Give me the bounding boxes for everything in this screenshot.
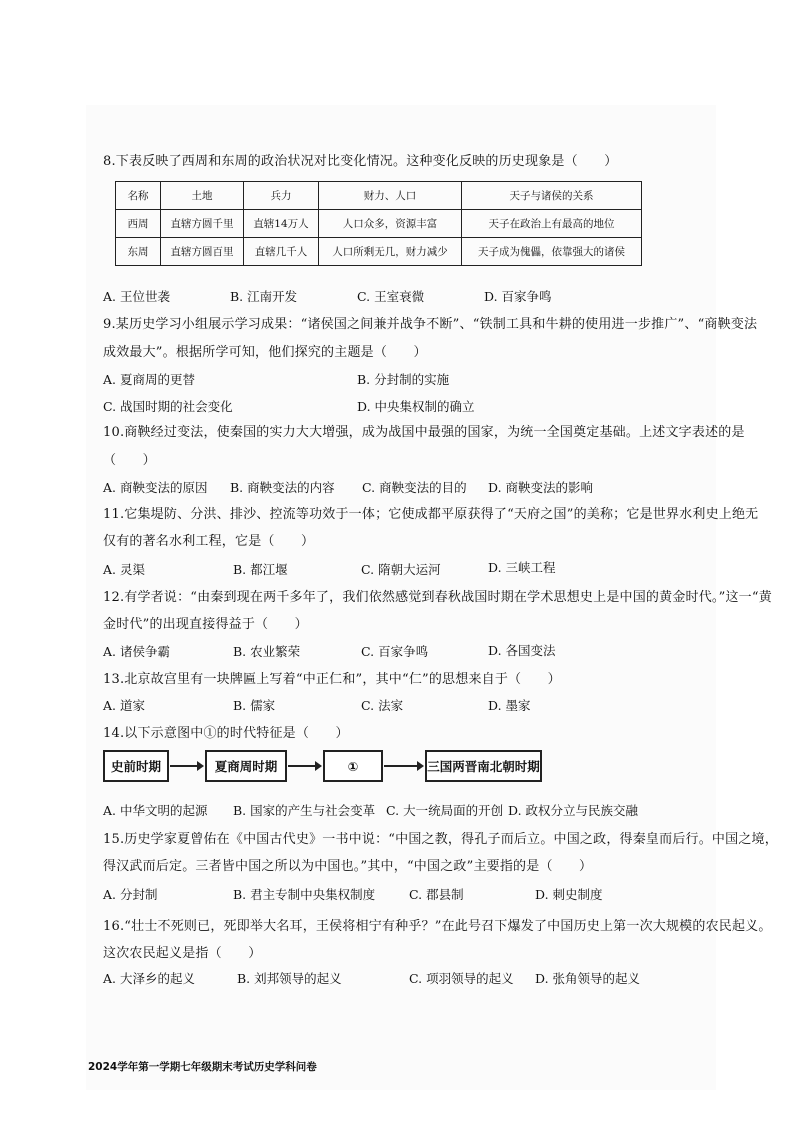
q12-stem-line1: 12.有学者说：“由秦到现在两千多年了，我们依然感觉到春秋战国时期在学术思想史上是中国的黄金时代。”这一“黄: [103, 590, 772, 605]
q10-stem-line2: （ ）: [103, 453, 156, 468]
q16-stem-line1: 16.“壮士不死则已，死即举大名耳，王侯将相宁有种乎？”在此号召下爆发了中国历史上第一次大规模的农民起义。: [103, 919, 772, 934]
table-header: 财力、人口: [319, 182, 462, 210]
q8-stem: 8.下表反映了西周和东周的政治状况对比变化情况。这种变化反映的历史现象是（ ）: [103, 154, 618, 169]
q15-option-a[interactable]: A. 分封制: [103, 887, 158, 902]
table-cell: 直辖方圆百里: [161, 238, 244, 266]
table-row: [116, 238, 642, 266]
q10-stem-line1: 10.商鞅经过变法，使秦国的实力大大增强，成为战国中最强的国家，为统一全国奠定基础。上述文字表述的是: [103, 425, 745, 440]
q13-option-d[interactable]: D. 墨家: [488, 698, 531, 713]
q15-option-b[interactable]: B. 君主专制中央集权制度: [233, 887, 376, 902]
q16-option-a[interactable]: A. 大泽乡的起义: [103, 971, 195, 986]
q8-option-c[interactable]: C. 王室衰微: [357, 289, 425, 304]
q9-option-a[interactable]: A. 夏商周的更替: [103, 372, 195, 387]
exam-footer: 2024学年第一学期七年级期末考试历史学科问卷: [88, 1061, 317, 1073]
q16-option-d[interactable]: D. 张角领导的起义: [535, 971, 641, 986]
table-cell: 直辖方圆千里: [161, 210, 244, 238]
q15-option-c[interactable]: C. 郡县制: [409, 887, 464, 902]
flow-box-three-kingdoms: 三国两晋南北朝时期: [425, 750, 542, 782]
q11-option-b[interactable]: B. 都江堰: [233, 562, 288, 577]
table-cell: 东周: [116, 238, 161, 266]
flow-box-blank: ①: [323, 750, 383, 782]
q15-stem-line1: 15.历史学家夏曾佑在《中国古代史》一书中说：“中国之教，得孔子而后立。中国之政，得秦皇而后行。中国之境，: [103, 832, 778, 847]
q9-option-d[interactable]: D. 中央集权制的确立: [357, 399, 475, 414]
q11-stem-line2: 仅有的著名水利工程，它是（ ）: [103, 534, 315, 549]
q12-option-d[interactable]: D. 各国变法: [488, 643, 556, 658]
q10-option-a[interactable]: A. 商鞅变法的原因: [103, 480, 208, 495]
q11-stem-line1: 11.它集堤防、分洪、排沙、控流等功效于一体；它使成都平原获得了“天府之国”的美称；它是世界水利史上绝无: [103, 507, 759, 522]
q8-option-d[interactable]: D. 百家争鸣: [484, 289, 552, 304]
q8-option-a[interactable]: A. 王位世袭: [103, 289, 170, 304]
q9-option-c[interactable]: C. 战国时期的社会变化: [103, 399, 233, 414]
q14-option-d[interactable]: D. 政权分立与民族交融: [508, 803, 639, 818]
flow-box-prehistory: 史前时期: [103, 750, 169, 782]
q10-option-c[interactable]: C. 商鞅变法的目的: [362, 480, 467, 495]
comparison-table: [115, 181, 642, 266]
q11-option-a[interactable]: A. 灵渠: [103, 562, 145, 577]
q11-option-d[interactable]: D. 三峡工程: [488, 560, 556, 575]
table-cell: 人口所剩无几，财力减少: [319, 238, 462, 266]
q14-option-c[interactable]: C. 大一统局面的开创: [386, 803, 504, 818]
q13-option-c[interactable]: C. 法家: [361, 698, 404, 713]
q14-option-a[interactable]: A. 中华文明的起源: [103, 803, 208, 818]
q13-stem: 13.北京故宫里有一块牌匾上写着“中正仁和”，其中“仁”的思想来自于（ ）: [103, 672, 561, 687]
table-header: 名称: [116, 182, 161, 210]
table-cell: 直辖14万人: [244, 210, 319, 238]
q16-option-c[interactable]: C. 项羽领导的起义: [409, 971, 514, 986]
flow-arrow: [384, 765, 422, 767]
q15-option-d[interactable]: D. 刺史制度: [535, 887, 603, 902]
q15-stem-line2: 得汉武而后定。三者皆中国之所以为中国也。”其中，“中国之政”主要指的是（ ）: [103, 859, 593, 874]
flow-arrow: [288, 765, 320, 767]
q9-stem-line2: 成效最大”。根据所学可知，他们探究的主题是（ ）: [103, 345, 427, 360]
q13-option-b[interactable]: B. 儒家: [233, 698, 276, 713]
q14-stem: 14.以下示意图中①的时代特征是（ ）: [103, 726, 349, 741]
q12-option-a[interactable]: A. 诸侯争霸: [103, 644, 170, 659]
q12-stem-line2: 金时代”的出现直接得益于（ ）: [103, 617, 308, 632]
flow-box-xia-shang-zhou: 夏商周时期: [205, 750, 287, 782]
flow-arrow: [170, 765, 202, 767]
q11-option-c[interactable]: C. 隋朝大运河: [361, 562, 441, 577]
table-header: 土地: [161, 182, 244, 210]
table-header-row: [116, 182, 642, 210]
q12-option-c[interactable]: C. 百家争鸣: [361, 644, 429, 659]
q12-option-b[interactable]: B. 农业繁荣: [233, 644, 301, 659]
table-header: 兵力: [244, 182, 319, 210]
table-cell: 直辖几千人: [244, 238, 319, 266]
table-cell: 人口众多，资源丰富: [319, 210, 462, 238]
q9-stem-line1: 9.某历史学习小组展示学习成果：“诸侯国之间兼并战争不断”、“铁制工具和牛耕的使用进一步推广”、“商鞅变法: [103, 317, 758, 332]
q16-option-b[interactable]: B. 刘邦领导的起义: [237, 971, 342, 986]
table-cell: 天子成为傀儡，依靠强大的诸侯: [462, 238, 642, 266]
q8-option-b[interactable]: B. 江南开发: [230, 289, 298, 304]
q9-option-b[interactable]: B. 分封制的实施: [357, 372, 450, 387]
table-row: [116, 210, 642, 238]
q13-option-a[interactable]: A. 道家: [103, 698, 145, 713]
table-header: 天子与诸侯的关系: [462, 182, 642, 210]
table-cell: 西周: [116, 210, 161, 238]
q16-stem-line2: 这次农民起义是指（ ）: [103, 946, 262, 961]
q14-option-b[interactable]: B. 国家的产生与社会变革: [233, 803, 376, 818]
q10-option-b[interactable]: B. 商鞅变法的内容: [230, 480, 335, 495]
q10-option-d[interactable]: D. 商鞅变法的影响: [488, 480, 594, 495]
table-cell: 天子在政治上有最高的地位: [462, 210, 642, 238]
